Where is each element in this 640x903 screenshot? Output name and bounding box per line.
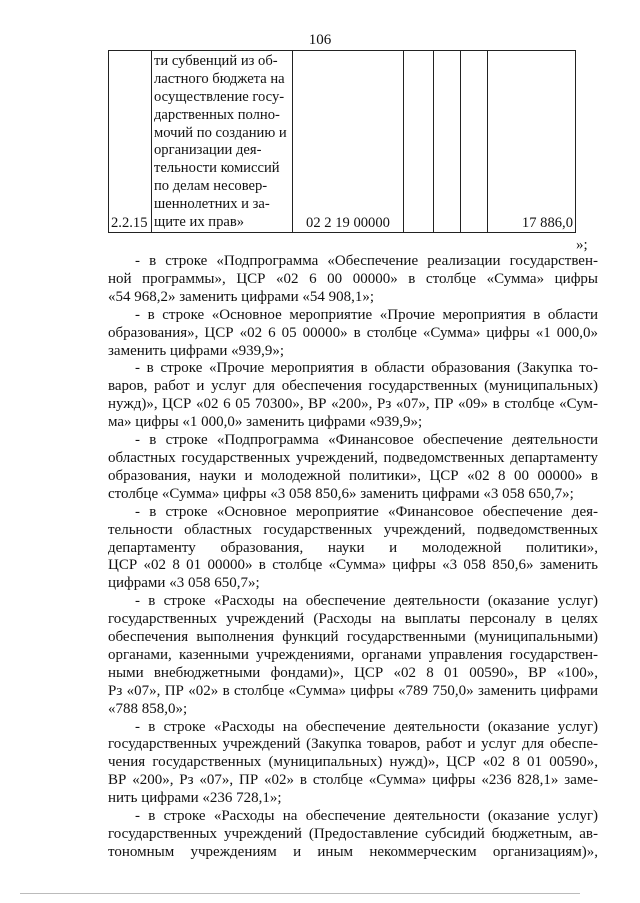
- name-line: шеннолетних и за-: [154, 196, 270, 213]
- text-line: варов, работ и услуг для обеспечения государственных (муниципальных): [108, 378, 598, 395]
- text-line: ной программы», ЦСР «02 6 00 00000» в столбце «Сумма» цифры: [108, 270, 598, 287]
- row-csr: 02 2 19 00000: [293, 51, 404, 233]
- text-line: - в строке «Расходы на обеспечение деятельности (оказание услуг): [135, 718, 598, 735]
- paragraph: [108, 719, 598, 809]
- text-line: департаменту образования, науки и молодежной политики»,: [108, 539, 598, 556]
- text-line: обеспечения выполнения функций государственными (муниципальными): [108, 629, 598, 646]
- closing-quote: »;: [576, 237, 588, 253]
- row-code: 2.2.15: [109, 51, 152, 233]
- name-line: осуществление госу-: [154, 88, 285, 105]
- row-empty-cell: [461, 51, 488, 233]
- name-line: по делам несовер-: [154, 178, 268, 195]
- text-line: областных государственных учреждений, подведомственных департаменту: [108, 449, 598, 466]
- text-line: заменить цифрами «939,9»;: [108, 342, 285, 359]
- text-line: - в строке «Расходы на обеспечение деятельности (оказание услуг): [135, 808, 598, 825]
- text-line: тономным учреждениям и иным некоммерческим организациям)»,: [108, 843, 598, 860]
- paragraph: [108, 432, 598, 504]
- text-line: - в строке «Прочие мероприятия в области образования (Закупка то-: [135, 360, 598, 377]
- name-line: ластного бюджета на: [154, 70, 285, 87]
- amendments-text: [108, 253, 598, 862]
- row-empty-cell: [404, 51, 434, 233]
- table-row: [109, 51, 576, 233]
- text-line: образования», ЦСР «02 6 05 00000» в столбце «Сумма» цифры «1 000,0»: [108, 324, 598, 341]
- name-line: щите их прав»: [154, 214, 245, 231]
- paragraph: [108, 307, 598, 361]
- text-line: - в строке «Основное мероприятие «Финансовое обеспечение дея-: [135, 503, 598, 520]
- paragraph: [108, 593, 598, 718]
- text-line: ными внебюджетными фондами)», ЦСР «02 8 01 00590», ВР «100»,: [108, 664, 598, 681]
- paragraph: [108, 360, 598, 432]
- scan-edge-line: [20, 893, 580, 894]
- name-line: мочий по созданию и: [154, 124, 287, 141]
- page-number: 106: [308, 32, 332, 48]
- text-line: - в строке «Подпрограмма «Финансовое обеспечение деятельности: [135, 432, 598, 449]
- name-line: дарственных полно-: [154, 106, 280, 123]
- name-line: ти субвенций из об-: [154, 52, 278, 69]
- row-empty-cell: [434, 51, 461, 233]
- text-line: нужд)», ЦСР «02 6 05 70300», ВР «200», Рз «07», ПР «09» в столбце «Сум-: [108, 396, 598, 413]
- text-line: - в строке «Основное мероприятие «Прочие мероприятия в области: [135, 306, 598, 323]
- row-sum: 17 886,0: [488, 51, 576, 233]
- text-line: государственных учреждений (Предоставление субсидий бюджетным, ав-: [108, 826, 598, 842]
- name-line: организации дея-: [154, 142, 262, 159]
- text-line: нить цифрами «236 728,1»;: [108, 790, 282, 807]
- text-line: - в строке «Подпрограмма «Обеспечение реализации государствен-: [135, 253, 598, 269]
- text-line: тельности областных государственных учреждений, подведомственных: [108, 521, 598, 538]
- paragraph: [108, 504, 598, 594]
- text-line: цифрами «3 058 650,7»;: [108, 575, 260, 592]
- text-line: «788 858,0»;: [108, 700, 188, 717]
- row-name: [152, 51, 293, 233]
- text-line: ВР «200», Рз «07», ПР «02» в столбце «Сумма» цифры «236 828,1» заме-: [108, 772, 598, 789]
- text-line: ма» цифры «1 000,0» заменить цифрами «939,9»;: [108, 414, 423, 431]
- text-line: - в строке «Расходы на обеспечение деятельности (оказание услуг): [135, 593, 598, 610]
- paragraph: [108, 253, 598, 307]
- text-line: органами, казенными учреждениями, органами управления государствен-: [108, 646, 598, 663]
- text-line: Рз «07», ПР «02» в столбце «Сумма» цифры «789 750,0» заменить цифрами: [108, 682, 598, 699]
- text-line: образования, науки и молодежной политики», ЦСР «02 8 00 00000» в: [108, 467, 598, 484]
- budget-table: [108, 50, 576, 233]
- text-line: государственных учреждений (Расходы на выплаты персоналу в целях: [108, 611, 598, 628]
- name-line: тельности комиссий: [154, 160, 280, 177]
- text-line: столбце «Сумма» цифры «3 058 850,6» заменить цифрами «3 058 650,7»;: [108, 485, 574, 502]
- text-line: «54 968,2» заменить цифрами «54 908,1»;: [108, 288, 375, 305]
- text-line: ЦСР «02 8 01 00000» в столбце «Сумма» цифры «3 058 850,6» заменить: [108, 557, 598, 574]
- text-line: государственных учреждений (Закупка товаров, работ и услуг для обеспе-: [108, 736, 598, 753]
- text-line: чения государственных (муниципальных) нужд)», ЦСР «02 8 01 00590»,: [108, 754, 598, 771]
- paragraph: [108, 808, 598, 862]
